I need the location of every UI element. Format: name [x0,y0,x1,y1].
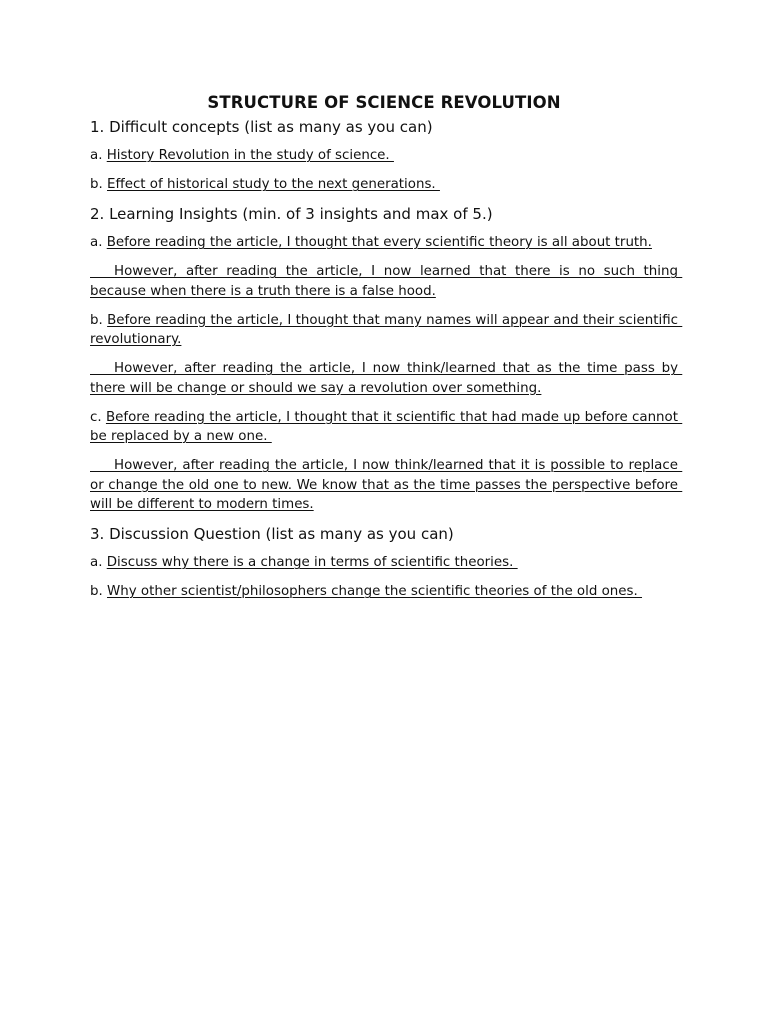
item-marker: c. [90,409,106,425]
discussion-question-b [90,582,678,602]
item-marker: b. [90,312,108,328]
discussion-question-a [90,553,678,573]
document-page [90,92,683,611]
item-marker: b. [90,584,108,599]
item-text: However, after reading the article, I now think/learned that it is possible to replace or change the old one to new. We know that as the time passes the perspective before will be different to modern times. [90,458,683,512]
insight-a-before [90,233,678,253]
section-heading-discussion-question: 3. Discussion Question (list as many as you can) [90,525,454,543]
insight-a-after [90,262,683,301]
insight-b-before [90,311,683,350]
item-text: Before reading the article, I thought that many names will appear and their scientific revolutionary. [90,312,683,347]
insight-b-after [90,359,683,398]
indent-underline [90,263,114,278]
indent-underline [90,457,114,472]
item-text: Before reading the article, I thought that it scientific that had made up before cannot be replaced by a new one. [90,409,683,444]
item-text: However, after reading the article, I now think/learned that as the time pass by there will be change or should we say a revolution over something. [90,361,683,396]
document-title: STRUCTURE OF SCIENCE REVOLUTION [207,93,561,112]
item-text: Discuss why there is a change in terms of scientific theories. [106,555,518,570]
item-marker: b. [90,177,108,192]
section-heading-learning-insights: 2. Learning Insights (min. of 3 insights and max of 5.) [90,205,493,223]
item-text: However, after reading the article, I now learned that there is no such thing because when there is a truth there is a false hood. [90,264,683,299]
difficult-concept-a [90,146,678,166]
insight-c-before [90,408,683,447]
item-marker: a. [90,555,107,570]
section-heading-difficult-concepts: 1. Difficult concepts (list as many as you can) [90,118,433,136]
indent-underline [90,360,114,375]
insight-c-after [90,456,683,515]
item-text: Effect of historical study to the next generations. [107,177,440,192]
item-marker: a. [90,148,107,163]
item-text: Why other scientist/philosophers change the scientific theories of the old ones. [107,584,643,599]
difficult-concept-b [90,175,678,195]
item-text: History Revolution in the study of science. [106,148,394,163]
item-text: Before reading the article, I thought that every scientific theory is all about truth. [106,235,652,250]
item-marker: a. [90,235,107,250]
